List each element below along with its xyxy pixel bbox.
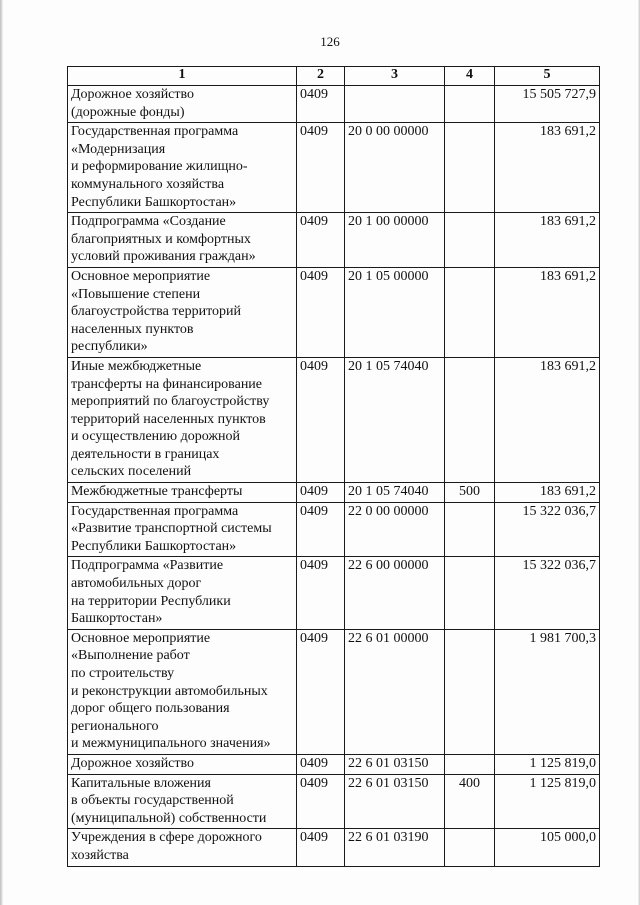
row-type	[445, 502, 495, 557]
row-type	[445, 629, 495, 754]
table-row	[68, 123, 600, 213]
row-target: 20 1 00 00000	[345, 213, 445, 268]
row-section: 0409	[297, 267, 345, 357]
row-target: 22 6 01 03190	[345, 829, 445, 866]
row-name: Дорожное хозяйство	[68, 754, 297, 774]
row-name: Основное мероприятие «Повышение степени благоустройства территорий населенных пунктов республики»	[68, 267, 297, 357]
table-row	[68, 754, 600, 774]
row-target: 22 0 00 00000	[345, 502, 445, 557]
table-row	[68, 502, 600, 557]
table-row	[68, 774, 600, 829]
row-target: 20 0 00 00000	[345, 123, 445, 213]
budget-table	[67, 66, 600, 867]
row-type	[445, 86, 495, 123]
row-name: Иные межбюджетные трансферты на финансирование мероприятий по благоустройству территорий населенных пунктов и осуществлению дорожной деятельности в границах сельских поселений	[68, 357, 297, 482]
row-type	[445, 267, 495, 357]
row-type	[445, 557, 495, 629]
row-target: 22 6 01 00000	[345, 629, 445, 754]
header-cell-2: 2	[297, 67, 345, 86]
row-name: Подпрограмма «Развитие автомобильных дорог на территории Республики Башкортостан»	[68, 557, 297, 629]
row-type	[445, 357, 495, 482]
header-cell-4: 4	[445, 67, 495, 86]
row-amount: 183 691,2	[495, 123, 600, 213]
row-amount: 15 322 036,7	[495, 557, 600, 629]
row-amount: 183 691,2	[495, 483, 600, 503]
row-section: 0409	[297, 213, 345, 268]
row-name: Государственная программа «Развитие транспортной системы Республики Башкортостан»	[68, 502, 297, 557]
table-row	[68, 557, 600, 629]
row-target: 22 6 01 03150	[345, 774, 445, 829]
table-row	[68, 213, 600, 268]
header-row	[68, 67, 600, 86]
row-section: 0409	[297, 123, 345, 213]
table-row	[68, 357, 600, 482]
table-row	[68, 483, 600, 503]
row-amount: 15 322 036,7	[495, 502, 600, 557]
row-target: 20 1 05 74040	[345, 357, 445, 482]
row-target	[345, 86, 445, 123]
row-target: 22 6 00 00000	[345, 557, 445, 629]
row-type	[445, 754, 495, 774]
row-name: Основное мероприятие «Выполнение работ по строительству и реконструкции автомобильных дорог общего пользования регионального и межмуниципального значения»	[68, 629, 297, 754]
header-cell-1: 1	[68, 67, 297, 86]
row-type	[445, 829, 495, 866]
page-left-edge	[0, 0, 3, 905]
row-target: 20 1 05 00000	[345, 267, 445, 357]
row-type	[445, 123, 495, 213]
row-name: Государственная программа «Модернизация и реформирование жилищно- коммунального хозяйства Республики Башкортостан»	[68, 123, 297, 213]
row-section: 0409	[297, 774, 345, 829]
row-section: 0409	[297, 629, 345, 754]
row-name: Дорожное хозяйство (дорожные фонды)	[68, 86, 297, 123]
row-section: 0409	[297, 557, 345, 629]
table-row	[68, 629, 600, 754]
row-amount: 105 000,0	[495, 829, 600, 866]
row-type	[445, 213, 495, 268]
row-name: Учреждения в сфере дорожного хозяйства	[68, 829, 297, 866]
row-type: 500	[445, 483, 495, 503]
row-section: 0409	[297, 357, 345, 482]
table-row	[68, 267, 600, 357]
row-name: Подпрограмма «Создание благоприятных и комфортных условий проживания граждан»	[68, 213, 297, 268]
table-row	[68, 829, 600, 866]
row-section: 0409	[297, 86, 345, 123]
row-section: 0409	[297, 483, 345, 503]
row-amount: 1 981 700,3	[495, 629, 600, 754]
row-type: 400	[445, 774, 495, 829]
row-amount: 183 691,2	[495, 267, 600, 357]
row-section: 0409	[297, 502, 345, 557]
row-amount: 183 691,2	[495, 213, 600, 268]
row-amount: 15 505 727,9	[495, 86, 600, 123]
row-amount: 183 691,2	[495, 357, 600, 482]
row-name: Межбюджетные трансферты	[68, 483, 297, 503]
row-section: 0409	[297, 829, 345, 866]
header-cell-3: 3	[345, 67, 445, 86]
row-target: 20 1 05 74040	[345, 483, 445, 503]
row-section: 0409	[297, 754, 345, 774]
row-target: 22 6 01 03150	[345, 754, 445, 774]
row-amount: 1 125 819,0	[495, 774, 600, 829]
header-cell-5: 5	[495, 67, 600, 86]
page-number: 126	[320, 34, 340, 49]
row-amount: 1 125 819,0	[495, 754, 600, 774]
table-row	[68, 86, 600, 123]
row-name: Капитальные вложения в объекты государственной (муниципальной) собственности	[68, 774, 297, 829]
